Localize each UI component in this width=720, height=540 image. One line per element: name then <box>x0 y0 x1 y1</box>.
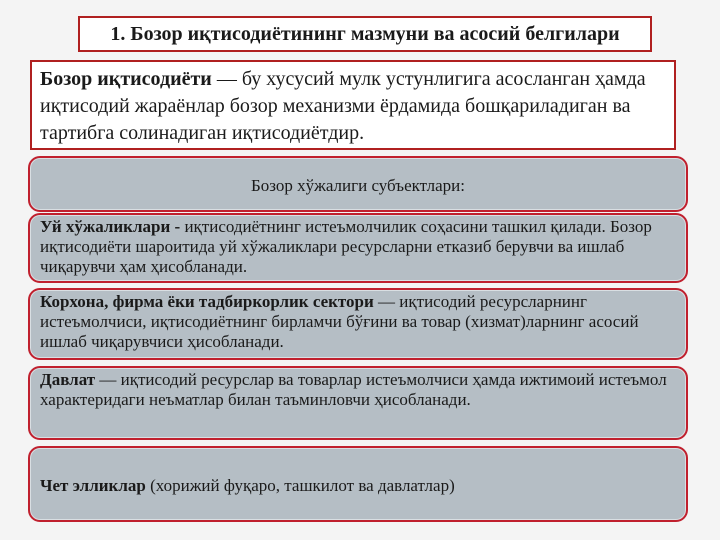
subject-term: Уй хўжаликлари - <box>40 217 181 236</box>
subject-card-state <box>28 366 688 440</box>
subject-card-firms <box>28 288 688 360</box>
subject-term: Корхона, фирма ёки тадбиркорлик сектори <box>40 292 374 311</box>
slide-title: 1. Бозор иқтисодиётининг мазмуни ва асосий белгилари <box>78 16 652 52</box>
subject-text: — иқтисодий ресурслар ва товарлар истеъмолчиси ҳамда ижтимоий истеъмол характеридаги неъматлар билан таъминловчи ҳисобланади. <box>40 370 667 409</box>
subject-text: иқтисодиётнинг истеъмолчилик соҳасини ташкил қилади. Бозор иқтисодиёти шароитида уй хўжаликлари ресурсларни етказиб берувчи ва ишлаб чиқарувчи ҳам ҳисобланади. <box>40 217 652 276</box>
definition-text: — бу хусусий мулк устунлигига асосланган ҳамда иқтисодий жараёнлар бозор механизми ёрдамида бошқариладиган ва тартибга солинадиган иқтисодиётдир. <box>40 68 646 144</box>
subject-card-foreigners <box>28 446 688 522</box>
subject-term: Чет элликлар <box>40 476 146 495</box>
subject-text: — иқтисодий ресурсларнинг истеъмолчиси, иқтисодиётнинг бирламчи бўғини ва товар (хизмат)ларнинг асосий ишлаб чиқарувчиси ҳисобланади. <box>40 292 639 351</box>
subjects-header: Бозор хўжалиги субъектлари: <box>28 156 688 212</box>
definition-box <box>30 60 676 150</box>
subject-card-households <box>28 213 688 283</box>
subject-term: Давлат <box>40 370 96 389</box>
subject-text: (хорижий фуқаро, ташкилот ва давлатлар) <box>145 476 455 495</box>
definition-term: Бозор иқтисодиёти <box>40 68 212 90</box>
